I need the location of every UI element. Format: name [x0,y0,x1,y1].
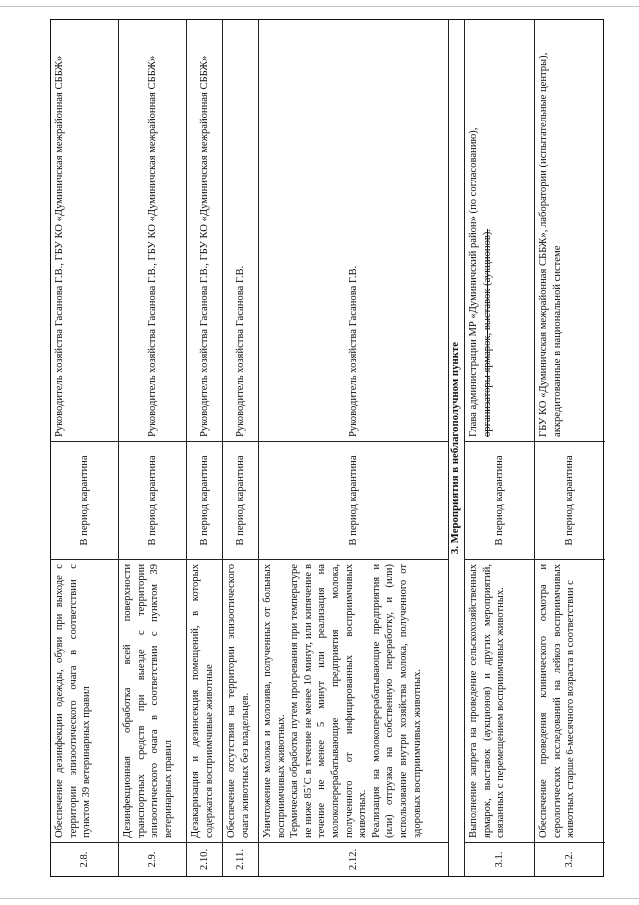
row-number: 2.8. [51,842,118,876]
term-cell: В период карантина [223,441,258,559]
term-cell: В период карантина [119,441,186,559]
table-row-2-10 [187,20,223,876]
responsible-line: Глава администрации МР «Думиничский район» (по согласованию), [468,127,479,437]
responsible-line: организаторы ярмарок, выставок (аукционов). [481,228,493,437]
responsible-text: Руководитель хозяйства Гасанова Г.В. [234,265,246,437]
scan-edge-line [0,6,639,7]
responsible-cell [535,21,605,441]
row-number: 3.2. [535,842,605,876]
responsible-cell [259,21,448,441]
row-number: 2.10. [187,842,222,876]
responsible-cell [187,21,222,441]
table-row-3-2 [535,20,605,876]
action-cell: Обеспечение проведения клинического осмотра и серологических исследований на лейкоз восприимчивых животных старше 6-месячного возраста в соответствии с [535,559,605,842]
row-number: 2.9. [119,842,186,876]
action-paragraph: Уничтожение молока и молозива, полученных от больных восприимчивых животных. [262,564,287,838]
row-number: 2.12. [259,842,448,876]
responsible-text: Руководитель хозяйства Гасанова Г.В., ГБУ КО «Думиничская межрайонная СББЖ» [54,55,65,437]
table-row-2-12 [259,20,449,876]
term-cell: В период карантина [259,441,448,559]
responsible-text: Руководитель хозяйства Гасанова Г.В., ГБУ КО «Думиничская межрайонная СББЖ» [146,55,158,437]
table-row-2-9 [119,20,187,876]
term-cell: В период карантина [465,441,534,559]
scan-edge-line [0,898,639,899]
action-paragraph: Термическая обработка путем прогревания при температуре не ниже 85˚С в течение не менее 10 минут, или кипячение в течение не менее 5 минут или реализация на молокоперерабатывающие предприятия молока, полученного от инфицированных восприимчивых животных. [289,564,369,838]
responsible-text: Руководитель хозяйства Гасанова Г.В. [347,265,359,437]
table-row-2-11 [223,20,259,876]
responsible-text: ГБУ КО «Думиничская межрайонная СББЖ», лаборатории (испытательные центры), аккредитованные в национальной системе [538,52,563,437]
action-cell [259,559,448,842]
action-cell: Дезинфекционная обработка всей поверхности транспортных средств при выезде с территории эпизоотического очага в соответствии с пунктом 39 ветеринарных правил [119,559,186,842]
action-cell: Дезакаризация и дезинсекция помещений, в которых содержатся восприимчивые животные [187,559,222,842]
responsible-cell [51,21,118,441]
responsible-cell [465,21,534,441]
term-cell: В период карантина [535,441,605,559]
action-cell: Обеспечение отсутствия на территории эпизоотического очага животных без владельцев. [223,559,258,842]
measures-table [50,19,604,877]
responsible-cell [223,21,258,441]
section-heading: 3. Мероприятия в неблагополучном пункте [449,20,465,876]
row-number: 3.1. [465,842,534,876]
action-cell: Обеспечение дезинфекции одежды, обуви при выходе с территории эпизоотического очага в соответствии с пунктом 39 ветеринарных правил [51,559,118,842]
responsible-cell [119,21,186,441]
responsible-text: Руководитель хозяйства Гасанова Г.В., ГБУ КО «Думиничская межрайонная СББЖ» [198,55,210,437]
term-cell: В период карантина [51,441,118,559]
action-cell: Выполнение запрета на проведение сельскохозяйственных ярмарок, выставок (аукционов) и других мероприятий, связанных с перемещением восприимчивых животных. [465,559,534,842]
action-paragraph: Реализация на молокоперерабатывающие предприятия и (или) отгрузка на собственную переработку, и (или) использование внутри хозяйства молока, полученного от здоровых восприимчивых животных. [370,564,423,838]
row-number: 2.11. [223,842,258,876]
table-row-2-8 [51,20,119,876]
term-cell: В период карантина [187,441,222,559]
table-row-3-1 [465,20,535,876]
